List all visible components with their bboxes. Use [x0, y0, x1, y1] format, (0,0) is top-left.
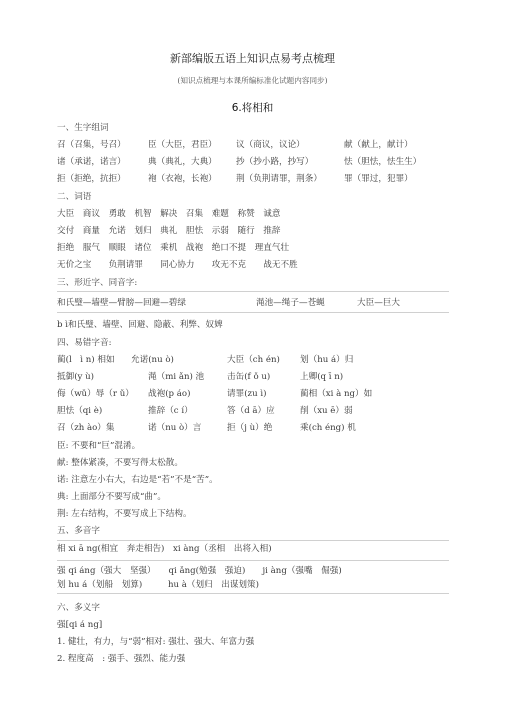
divider	[57, 312, 449, 313]
similar-character-group: 和氏璧—墙壁—臂膀—回避—碧绿	[57, 298, 186, 308]
word-group-cell: 怯（胆怯，怯生生）	[344, 157, 422, 167]
pronunciation-item: 推辞（c í）	[148, 406, 193, 416]
polyphone-line: 划 hu á（划船 划算) hu à（划归 出谋划策)	[57, 580, 259, 590]
similar-character-group: 大臣—巨大	[357, 298, 400, 308]
writing-note: 诺: 注意左小右大，右边是“若”不是“苦”。	[57, 475, 218, 485]
writing-note: 荆: 左右结构，不要写成上下结构。	[57, 509, 192, 519]
section-heading-similar-characters: 三、形近字、同音字:	[57, 278, 138, 288]
divider	[57, 291, 449, 292]
pronunciation-item: 侮（wǔ）辱（r ǔ）	[57, 389, 134, 399]
word-group-cell: 抄（抄小路，抄写）	[236, 157, 314, 167]
vocabulary-row: 拒绝 服气 顺眼 诸位 乘机 战袍 绝口不提 理直气壮	[57, 243, 290, 253]
pronunciation-item: 抵御(y ù)	[57, 372, 95, 382]
pronunciation-item: 请罪(zu ì)	[227, 389, 267, 399]
pronunciation-item: 划（hu á）归	[300, 355, 354, 365]
word-group-cell: 献（献上，献计）	[344, 140, 413, 150]
polyphone-line: 强 qi áng（强大 坚强） qi ǎng(勉强 强迫) ji àng（强嘴 倔强)	[57, 566, 342, 576]
pronunciation-item: 战袍(p áo)	[148, 389, 191, 399]
word-group-cell: 臣（大臣，君臣）	[148, 140, 217, 150]
section-heading-polyphones: 五、多音字	[57, 526, 100, 536]
word-group-cell: 典（典礼，大典）	[148, 157, 217, 167]
polysemous-word: 强[qi á ng]	[57, 620, 103, 630]
definition-item: 2. 程度高 : 强手、强烈、能力强	[57, 654, 186, 664]
divider	[57, 593, 449, 594]
pronunciation-item: 渑（mi ǎn) 池	[148, 372, 205, 382]
vocabulary-row: 无价之宝 负荆请罪 同心协力 攻无不克 战无不胜	[57, 260, 298, 270]
writing-note: 献: 整体紧凑，不要写得太松散。	[57, 458, 183, 468]
word-group-cell: 诸（承诺，诺言）	[57, 157, 126, 167]
similar-character-group: 渑池—绳子—苍蝇	[256, 298, 325, 308]
definition-item: 1. 健壮，有力，与“弱”相对: 强壮、强大、年富力强	[57, 637, 255, 647]
lesson-title: 6.将相和	[231, 102, 274, 114]
word-group-cell: 召（召集，号召）	[57, 140, 126, 150]
pronunciation-item: 召（zh ào）集	[57, 423, 115, 433]
pronunciation-item: 蔺相（xi à ng）如	[300, 389, 373, 399]
pronunciation-item: 答（d ā）应	[227, 406, 275, 416]
word-group-cell: 罪（罪过，犯罪）	[344, 174, 413, 184]
divider	[57, 560, 449, 561]
writing-note: 臣: 不要和“巨”混淆。	[57, 441, 141, 451]
pronunciation-item: 诺（nu ò）言	[148, 423, 202, 433]
word-group-cell: 议（商议，议论）	[236, 140, 305, 150]
section-heading-pronunciation: 四、易错字音:	[57, 338, 112, 348]
section-heading-polysemous: 六、多义字	[57, 603, 100, 613]
pronunciation-item: 胆怯（qi è)	[57, 406, 103, 416]
pronunciation-item: 蔺(l ì n) 相如	[57, 355, 115, 365]
word-group-cell: 荆（负荆请罪，荆条）	[236, 174, 322, 184]
vocabulary-row: 交付 商量 允诺 划归 典礼 胆怯 示弱 随行 推辞	[57, 226, 281, 236]
document-subtitle: (知识点梳理与本课所编标准化试题内容同步)	[177, 76, 328, 85]
divider	[57, 540, 449, 541]
section-heading-characters: 一、生字组词	[57, 123, 109, 133]
pronunciation-item: 乘(ch éng) 机	[300, 423, 356, 433]
vocabulary-row: 大臣 商议 勇敢 机智 解决 召集 难题 称赞 诚意	[57, 209, 281, 219]
section-heading-vocabulary: 二、词语	[57, 192, 92, 202]
polyphone-line: 相 xi ā ng(相宜 奔走相告) xi àng（丞相 出将入相)	[57, 544, 272, 554]
pronunciation-item: 削（xu ē）弱	[300, 406, 353, 416]
pronunciation-item: 允诺(nu ò)	[131, 355, 174, 365]
word-group-cell: 袍（衣袍，长袍）	[148, 174, 217, 184]
homophone-line: b ì和氏璧、墙壁、回避、隐蔽、利弊、奴婢	[57, 320, 223, 330]
pronunciation-item: 拒（j ù）绝	[227, 423, 273, 433]
word-group-cell: 拒（拒绝，抗拒）	[57, 174, 126, 184]
pronunciation-item: 上卿(q ī n)	[300, 372, 344, 382]
writing-note: 典: 上面部分不要写成“曲”。	[57, 492, 166, 502]
pronunciation-item: 击缶(f ǒ u)	[227, 372, 271, 382]
pronunciation-item: 大臣（ch én)	[227, 355, 280, 365]
document-title: 新部编版五语上知识点易考点梳理	[170, 52, 335, 65]
